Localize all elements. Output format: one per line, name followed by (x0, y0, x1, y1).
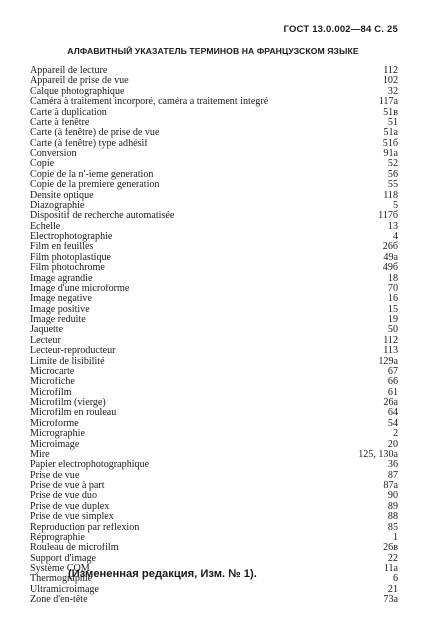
index-entry (30, 533, 398, 543)
entry-ref: 125, 130a (358, 448, 398, 460)
entry-ref: 52 (387, 158, 398, 170)
index-entry (30, 554, 398, 564)
entry-ref: 87 (387, 469, 398, 481)
entry-term: Jaquette (30, 325, 64, 336)
index-entry (30, 325, 398, 335)
entry-ref: 129a (378, 355, 398, 367)
index-entry (30, 66, 398, 76)
entry-term: Limite de lisibilité (30, 356, 105, 367)
entry-ref: 4 (392, 231, 398, 242)
entry-ref: 55 (387, 179, 398, 191)
entry-ref: 117б (378, 210, 398, 222)
index-entry (30, 118, 398, 128)
index-entry (30, 543, 398, 553)
entry-ref: 90 (387, 490, 398, 502)
entry-term: Echelle (30, 221, 61, 232)
entry-term: Ultramicroimage (30, 584, 99, 595)
entry-term: Microfilm en rouleau (30, 408, 117, 419)
index-entry (30, 139, 398, 149)
entry-ref: 32 (387, 85, 398, 97)
index-entry (30, 450, 398, 460)
entry-ref: 15 (387, 303, 398, 315)
entry-term: Appareil de prise de vue (30, 76, 129, 87)
entry-term: Lecteur-reproducteur (30, 346, 116, 357)
index-entry (30, 336, 398, 346)
entry-ref: 19 (387, 314, 398, 325)
entry-ref: 85 (387, 521, 398, 533)
index-entry (30, 481, 398, 491)
index-entry (30, 253, 398, 263)
entry-term: Thermographie (30, 574, 93, 585)
entry-term: Papier electrophotographique (30, 460, 150, 471)
entry-ref: 36 (387, 459, 398, 471)
entry-ref: 16 (387, 293, 398, 305)
index-title: АЛФАВИТНЫЙ УКАЗАТЕЛЬ ТЕРМИНОВ НА ФРАНЦУЗСКОМ ЯЗЫКЕ (67, 46, 359, 56)
entry-ref: 18 (387, 272, 398, 284)
entry-term: Carte (à fenêtre) type adhésif (30, 138, 148, 149)
index-entry (30, 377, 398, 387)
index-entry (30, 429, 398, 439)
entry-ref: 20 (387, 438, 398, 450)
index-entry (30, 170, 398, 180)
entry-ref: 26a (383, 397, 398, 408)
entry-term: Image reduite (30, 315, 86, 325)
entry-ref: 66 (387, 376, 398, 388)
entry-term: Microfiche (30, 377, 75, 388)
entry-term: Reproduction par reflexion (30, 522, 140, 533)
entry-ref: 112 (383, 65, 398, 76)
index-entry (30, 284, 398, 294)
amendment-note: (Измененная редакция, Изм. № 1). (68, 568, 257, 580)
index-entry (30, 97, 398, 107)
entry-ref: 26б (382, 241, 398, 253)
index-entry (30, 128, 398, 138)
index-entry (30, 357, 398, 367)
entry-ref: 102 (382, 75, 398, 87)
entry-ref: 61 (387, 386, 398, 398)
entry-ref: 22 (387, 552, 398, 564)
index-entry (30, 232, 398, 242)
entry-ref: 113 (383, 345, 398, 357)
entry-term: Film en feuilles (30, 242, 94, 253)
entry-term: Prise de vue à part (30, 481, 105, 491)
entry-term: Zone d'en-tête (30, 595, 88, 606)
index-entry (30, 595, 398, 605)
index-entry (30, 471, 398, 481)
entry-term: Caméra à traitement incorporé, caméra a traitement integré (30, 97, 269, 108)
entry-term: Image negative (30, 294, 92, 305)
entry-term: Prise de vue duplex (30, 501, 110, 512)
index-entry (30, 222, 398, 232)
index-entry (30, 211, 398, 221)
entry-ref: 73a (383, 594, 398, 606)
entry-term: Copie (30, 159, 55, 170)
index-entry (30, 388, 398, 398)
index-entry (30, 440, 398, 450)
entry-ref: 50 (387, 324, 398, 336)
entry-term: Carte (à fenêtre) de prise de vue (30, 128, 160, 139)
index-entry (30, 87, 398, 97)
entry-term: Copie de la n'-ieme generation (30, 169, 154, 180)
term-index-list (30, 66, 398, 606)
entry-term: Prise de vue simplex (30, 512, 114, 523)
entry-ref: 49a (383, 251, 398, 263)
index-entry (30, 346, 398, 356)
entry-term: Microcarte (30, 366, 75, 377)
index-entry (30, 315, 398, 325)
entry-term: Diazographie (30, 200, 85, 211)
entry-term: Conversion (30, 149, 77, 159)
entry-ref: 21 (387, 583, 398, 595)
entry-ref: 87a (383, 480, 398, 491)
index-entry (30, 585, 398, 595)
entry-ref: 64 (387, 407, 398, 419)
entry-term: Electrophotographie (30, 232, 113, 242)
entry-ref: 56 (387, 168, 398, 180)
page-header: ГОСТ 13.0.002—84 С. 25 (283, 24, 398, 35)
index-entry (30, 367, 398, 377)
index-entry (30, 149, 398, 159)
entry-ref: 26в (383, 542, 398, 554)
index-entry (30, 201, 398, 211)
entry-ref: 1 (392, 531, 398, 543)
entry-term: Microforme (30, 418, 79, 429)
entry-term: Carte à duplication (30, 107, 107, 118)
index-entry (30, 398, 398, 408)
entry-ref: 89 (387, 500, 398, 512)
entry-ref: 67 (387, 365, 398, 377)
entry-term: Réprographie (30, 532, 85, 543)
entry-ref: 117a (378, 96, 398, 108)
index-entry (30, 180, 398, 190)
entry-ref: 49б (382, 262, 398, 274)
index-entry (30, 108, 398, 118)
entry-term: Micrographie (30, 429, 85, 440)
entry-term: Calque photographique (30, 86, 125, 97)
entry-term: Microimage (30, 439, 80, 450)
entry-term: Copie de la premiere generation (30, 180, 160, 191)
index-entry (30, 159, 398, 169)
entry-term: Prise de vue (30, 470, 80, 481)
entry-term: Système COM (30, 564, 90, 574)
entry-term: Prise de vue duo (30, 491, 97, 502)
entry-term: Lecteur (30, 335, 61, 346)
entry-ref: 70 (387, 282, 398, 294)
entry-term: Image positive (30, 304, 90, 315)
entry-term: Microfilm (30, 387, 72, 398)
entry-term: Film photochrome (30, 263, 105, 274)
entry-ref: 88 (387, 511, 398, 523)
entry-term: Support d'image (30, 553, 97, 564)
entry-term: Image agrandie (30, 273, 93, 284)
entry-ref: 13 (387, 220, 398, 232)
entry-term: Image d'une microforme (30, 283, 130, 294)
entry-ref: 91a (383, 148, 398, 159)
index-entry (30, 408, 398, 418)
entry-ref: 6 (392, 573, 398, 585)
index-entry (30, 523, 398, 533)
entry-ref: 11a (383, 563, 398, 574)
index-entry (30, 242, 398, 252)
entry-term: Microfilm (vierge) (30, 398, 106, 408)
entry-term: Film photoplastique (30, 252, 112, 263)
index-entry (30, 419, 398, 429)
index-entry (30, 263, 398, 273)
index-entry (30, 502, 398, 512)
entry-ref: 5 (392, 199, 398, 211)
entry-term: Carte à fenêtre (30, 117, 90, 128)
entry-term: Densite optique (30, 190, 94, 201)
index-entry (30, 305, 398, 315)
index-entry (30, 274, 398, 284)
entry-term: Rouleau de microfilm (30, 543, 119, 554)
entry-ref: 51 (387, 116, 398, 128)
entry-term: Dispositif de recherche automatisée (30, 211, 175, 222)
index-entry (30, 294, 398, 304)
entry-ref: 51в (383, 106, 398, 118)
entry-ref: 54 (387, 417, 398, 429)
index-entry (30, 460, 398, 470)
index-entry (30, 191, 398, 201)
index-entry (30, 491, 398, 501)
entry-term: Mire (30, 449, 50, 460)
index-entry (30, 76, 398, 86)
entry-ref: 112 (383, 334, 398, 346)
entry-ref: 51б (382, 137, 398, 149)
entry-ref: 51a (383, 127, 398, 139)
entry-ref: 118 (383, 189, 398, 201)
entry-ref: 2 (392, 428, 398, 440)
entry-term: Appareil de lecture (30, 66, 108, 76)
index-entry (30, 512, 398, 522)
